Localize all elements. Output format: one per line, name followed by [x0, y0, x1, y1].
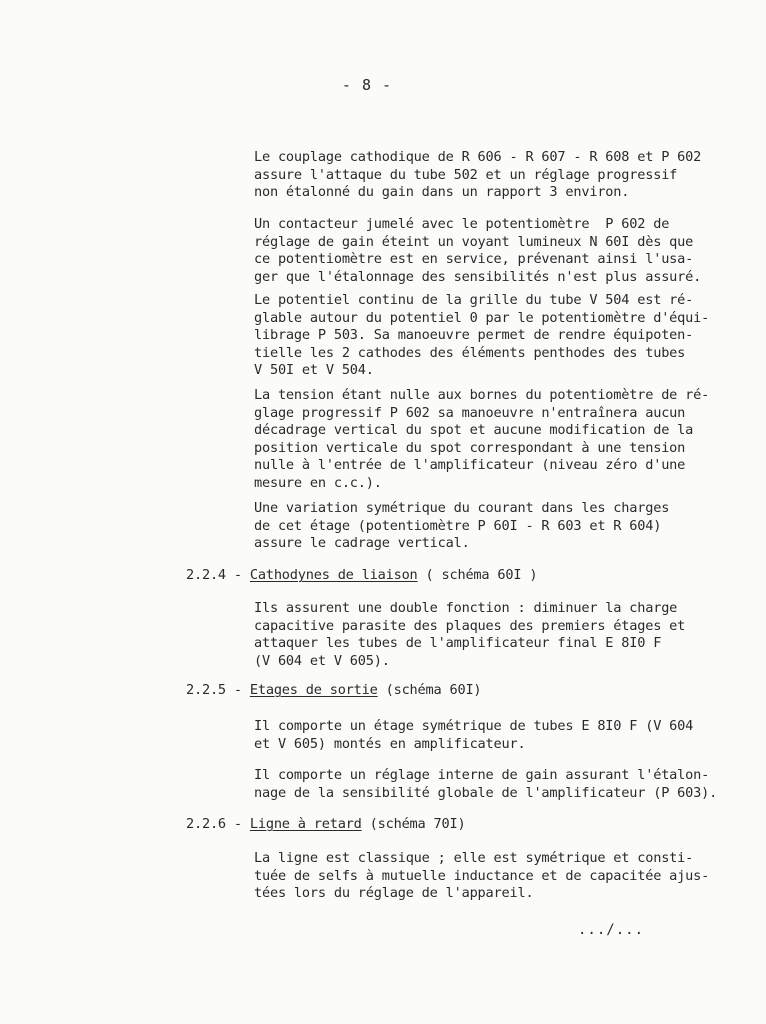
text-line: tées lors du réglage de l'appareil.: [254, 885, 534, 901]
text-line: tielle les 2 cathodes des éléments penthodes des tubes: [254, 344, 686, 361]
section-title: Etages de sortie: [249, 682, 378, 698]
text-line: tuée de selfs à mutuelle inductance et de capacitée ajus-: [254, 867, 710, 884]
section-number: 2.2.6 -: [186, 816, 250, 832]
text-line: de cet étage (potentiomètre P 60I - R 603 et R 604): [254, 517, 662, 534]
text-line: Une variation symétrique du courant dans les charges: [254, 500, 670, 516]
text-line: glage progressif P 602 sa manoeuvre n'entraînera aucun: [254, 404, 686, 421]
text-line: Il comporte un réglage interne de gain assurant l'étalon-: [254, 767, 710, 783]
section-schema-ref: (schéma 60I): [377, 682, 482, 698]
text-line: Ils assurent une double fonction : diminuer la charge: [254, 600, 678, 616]
section-schema-ref: (schéma 70I): [361, 816, 466, 832]
text-line: décadrage vertical du spot et aucune modification de la: [254, 422, 694, 438]
section-number: 2.2.5 -: [186, 682, 250, 698]
section-title: Ligne à retard: [249, 816, 362, 832]
text-line: librage P 503. Sa manoeuvre permet de rendre équipoten-: [254, 327, 694, 343]
paragraph-coupling: [254, 149, 744, 202]
text-line: assure le cadrage vertical.: [254, 535, 470, 551]
text-line: Il comporte un étage symétrique de tubes E 8I0 F (V 604: [254, 718, 694, 734]
paragraph-variation: [254, 500, 744, 553]
page-number: - 8 -: [341, 76, 393, 94]
text-line: (V 604 et V 605).: [254, 652, 390, 669]
text-line: ce potentiomètre est en service, prévenant ainsi l'usa-: [254, 251, 694, 267]
text-line: glable autour du potentiel 0 par le potentiomètre d'équi-: [254, 309, 710, 326]
paragraph-grid-potential: [254, 292, 744, 380]
section-title: Cathodynes de liaison: [249, 567, 418, 583]
text-line: Le potentiel continu de la grille du tube V 504 est ré-: [254, 292, 694, 308]
continuation-marker: .../...: [578, 922, 645, 938]
text-line: et V 605) montés en amplificateur.: [254, 735, 526, 752]
text-line: mesure en c.c.).: [254, 474, 382, 491]
paragraph-contactor: [254, 216, 744, 286]
text-line: non étalonné du gain dans un rapport 3 environ.: [254, 184, 630, 200]
text-line: attaquer les tubes de l'amplificateur final E 8I0 F: [254, 635, 662, 651]
text-line: assure l'attaque du tube 502 et un réglage progressif: [254, 166, 678, 183]
section-heading-2-2-6: [186, 815, 746, 833]
paragraph-gain-adjust: [254, 767, 744, 802]
text-line: position verticale du spot correspondant à une tension: [254, 439, 686, 456]
text-line: nage de la sensibilité globale de l'amplificateur (P 603).: [254, 784, 718, 801]
section-heading-2-2-4: [186, 566, 746, 584]
section-schema-ref: ( schéma 60I ): [417, 567, 538, 583]
text-line: Un contacteur jumelé avec le potentiomètre P 602 de: [254, 216, 670, 232]
text-line: ger que l'étalonnage des sensibilités n'est plus assuré.: [254, 268, 702, 285]
text-line: capacitive parasite des plaques des premiers étages et: [254, 617, 686, 634]
paragraph-output-stage: [254, 718, 744, 753]
text-line: V 50I et V 504.: [254, 362, 374, 378]
text-line: nulle à l'entrée de l'amplificateur (niveau zéro d'une: [254, 457, 686, 473]
section-heading-2-2-5: [186, 681, 746, 699]
section-number: 2.2.4 -: [186, 567, 250, 583]
paragraph-delay-line: [254, 850, 744, 903]
text-line: La ligne est classique ; elle est symétrique et consti-: [254, 850, 694, 866]
paragraph-cathodynes: [254, 600, 744, 670]
text-line: réglage de gain éteint un voyant lumineux N 60I dès que: [254, 233, 694, 250]
text-line: La tension étant nulle aux bornes du potentiomètre de ré-: [254, 387, 710, 403]
paragraph-tension: [254, 387, 744, 492]
text-line: Le couplage cathodique de R 606 - R 607 - R 608 et P 602: [254, 149, 702, 165]
